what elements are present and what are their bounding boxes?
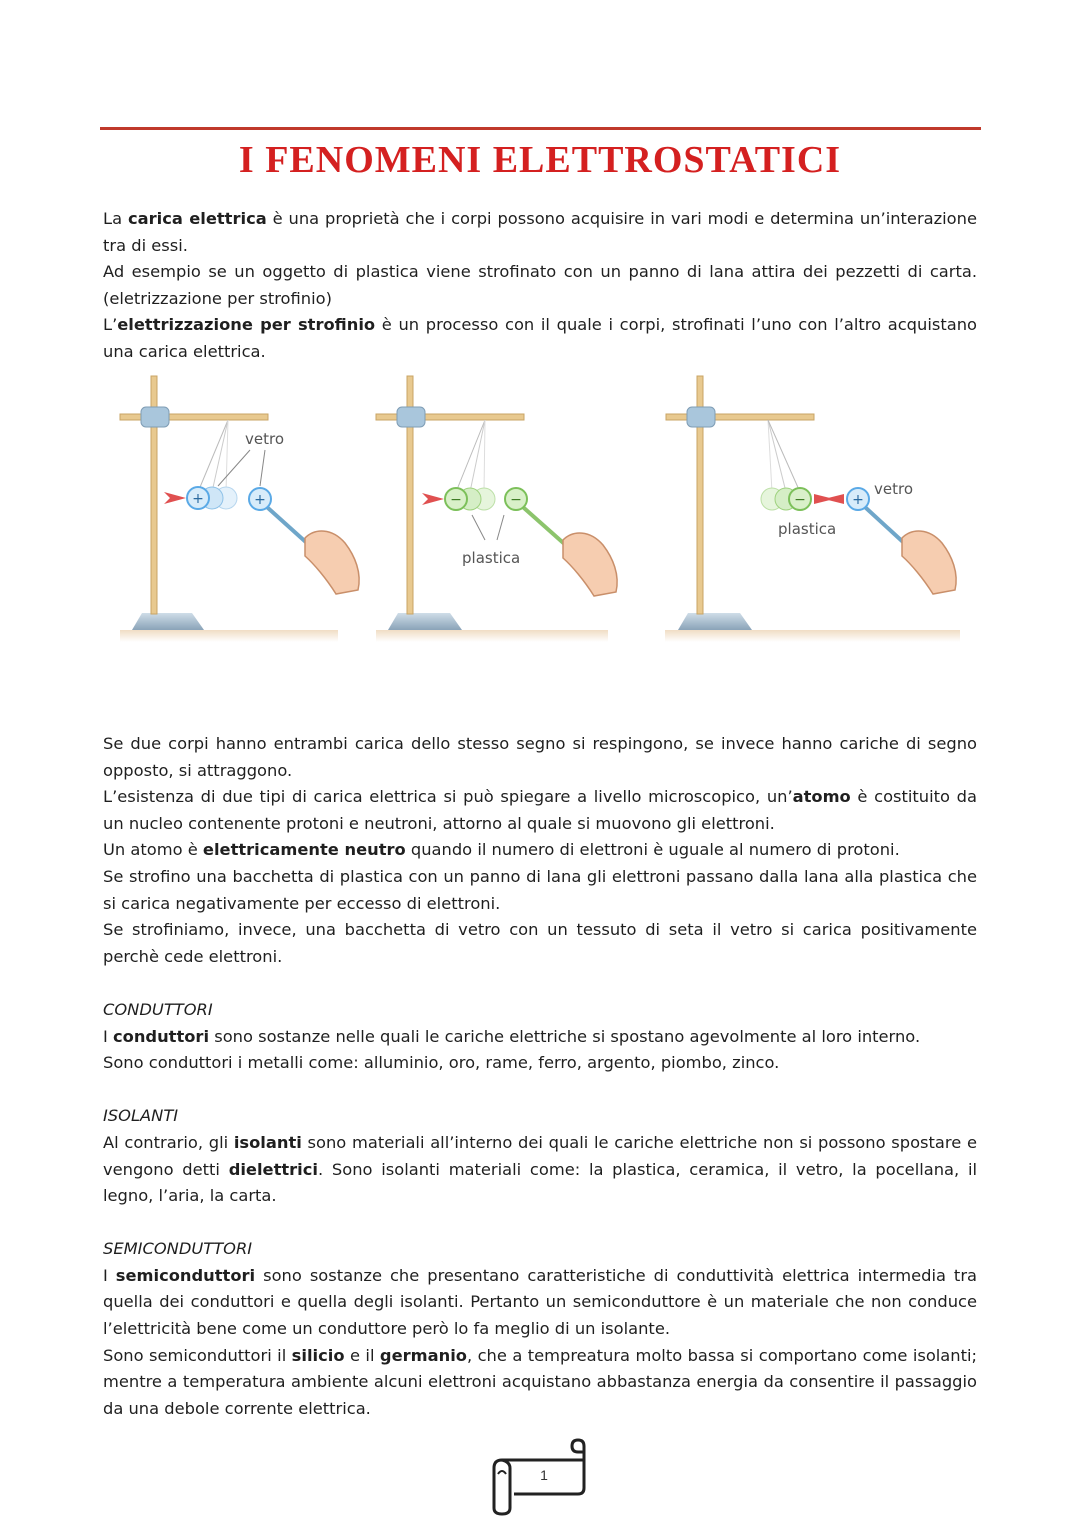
floor-shadow — [120, 630, 338, 642]
body-paragraph-3: Un atomo è elettricamente neutro quando il numero di elettroni è uguale al numero di protoni. — [103, 840, 900, 860]
thread — [212, 420, 228, 492]
page-number: 1 — [540, 1467, 548, 1483]
label-vetro: vetro — [874, 480, 914, 498]
clamp — [687, 407, 715, 427]
repulsion-arrow — [164, 492, 186, 504]
plus-sign: + — [852, 492, 864, 508]
stand-base — [132, 613, 204, 630]
title-rule — [100, 127, 981, 130]
hand — [305, 531, 359, 594]
electroscope-figure — [100, 368, 980, 658]
semiconduttori-paragraph-2: Sono semiconduttori il silicio e il germanio, che a tempreatura molto bassa si comportano come isolanti; mentre a temperatura ambiente alcuni elettroni acquistano abbastanza energia da consentire il passaggio da una debole corrente elettrica. — [103, 1345, 977, 1418]
body-paragraph-5: Se strofiniamo, invece, una bacchetta di vetro con un tessuto di seta il vetro si carica positivamente perchè cede elettroni. — [103, 920, 977, 966]
attraction-arrow — [824, 494, 844, 504]
stand-base — [678, 613, 752, 630]
clamp — [141, 407, 169, 427]
hand — [902, 531, 956, 594]
thread — [470, 420, 485, 492]
page-number-scroll — [488, 1438, 592, 1518]
conduttori-paragraph-1: I conduttori sono sostanze nelle quali le cariche elettriche si spostano agevolmente al loro interno. — [103, 1026, 921, 1046]
intro-paragraph-2: Ad esempio se un oggetto di plastica viene strofinato con un panno di lana attira dei pezzetti di carta. (eletrizzazione per strofinio) — [103, 262, 977, 308]
intro-paragraph-3: L’elettrizzazione per strofinio è un processo con il quale i corpi, strofinati l’uno con l’altro acquistano una carica elettrica. — [103, 315, 977, 361]
body-paragraph-1: Se due corpi hanno entrambi carica dello stesso segno si respingono, se invece hanno cariche di segno opposto, si attraggono. — [103, 734, 977, 780]
thread — [484, 420, 485, 492]
stand-base — [388, 613, 462, 630]
body-paragraph-4: Se strofino una bacchetta di plastica con un panno di lana gli elettroni passano dalla lana alla plastica che si carica negativamente per eccesso di elettroni. — [103, 866, 977, 913]
conduttori-paragraph-2: Sono conduttori i metalli come: alluminio, oro, rame, ferro, argento, piombo, zinco. — [103, 1053, 780, 1073]
label-plastica: plastica — [778, 520, 837, 538]
scroll-right-curl — [572, 1440, 584, 1460]
minus-sign: − — [450, 492, 462, 508]
label-leader — [472, 515, 485, 540]
plus-sign: + — [192, 491, 204, 507]
minus-sign: − — [794, 492, 806, 508]
panel-plastic-repulsion — [376, 376, 617, 642]
label-leader — [497, 515, 504, 540]
hand — [563, 533, 617, 596]
label-plastica: plastica — [462, 549, 521, 567]
thread — [768, 420, 772, 492]
conduttori-heading: CONDUTTORI — [103, 999, 213, 1019]
floor-shadow — [376, 630, 608, 642]
repulsion-arrow — [422, 493, 444, 505]
intro-paragraph-1: La carica elettrica è una proprietà che i corpi possono acquisire in vari modi e determina un’interazione tra di essi. — [103, 209, 977, 255]
clamp — [397, 407, 425, 427]
panel-glass-repulsion — [120, 376, 359, 642]
panel-attraction — [665, 376, 960, 642]
thread — [226, 420, 228, 492]
page-title: I FENOMENI ELETTROSTATICI — [238, 139, 842, 181]
semiconduttori-heading: SEMICONDUTTORI — [103, 1239, 253, 1259]
thread — [768, 420, 786, 492]
thread — [768, 420, 800, 492]
floor-shadow — [665, 630, 960, 642]
label-leader — [260, 450, 265, 486]
plus-sign: + — [254, 492, 266, 508]
label-vetro: vetro — [245, 430, 285, 448]
semiconduttori-paragraph-1: I semiconduttori sono sostanze che presentano caratteristiche di conduttività elettrica intermedia tra quella dei conduttori e quella degli isolanti. Pertanto un semiconduttore è un materiale che non conduce l’elettricità bene come un conduttore però lo fa meglio di un isolante. — [103, 1265, 977, 1339]
thread — [456, 420, 485, 492]
body-paragraph-2: L’esistenza di due tipi di carica elettrica si può spiegare a livello microscopico, un’atomo è costituito da un nucleo contenente protoni e neutroni, attorno al quale si muovono gli elettroni. — [103, 787, 977, 833]
isolanti-paragraph: Al contrario, gli isolanti sono materiali all’interno dei quali le cariche elettriche non si possono spostare e vengono detti dielettrici. Sono isolanti materiali come: la plastica, ceramica, il vetro, la pocellana, il legno, l’aria, la carta. — [103, 1132, 977, 1206]
label-leader — [218, 450, 250, 486]
thread — [198, 420, 228, 492]
minus-sign: − — [510, 492, 522, 508]
isolanti-heading: ISOLANTI — [103, 1106, 179, 1126]
body-section — [103, 731, 977, 1422]
intro-section — [103, 206, 977, 366]
scroll-left-roll — [494, 1460, 510, 1514]
